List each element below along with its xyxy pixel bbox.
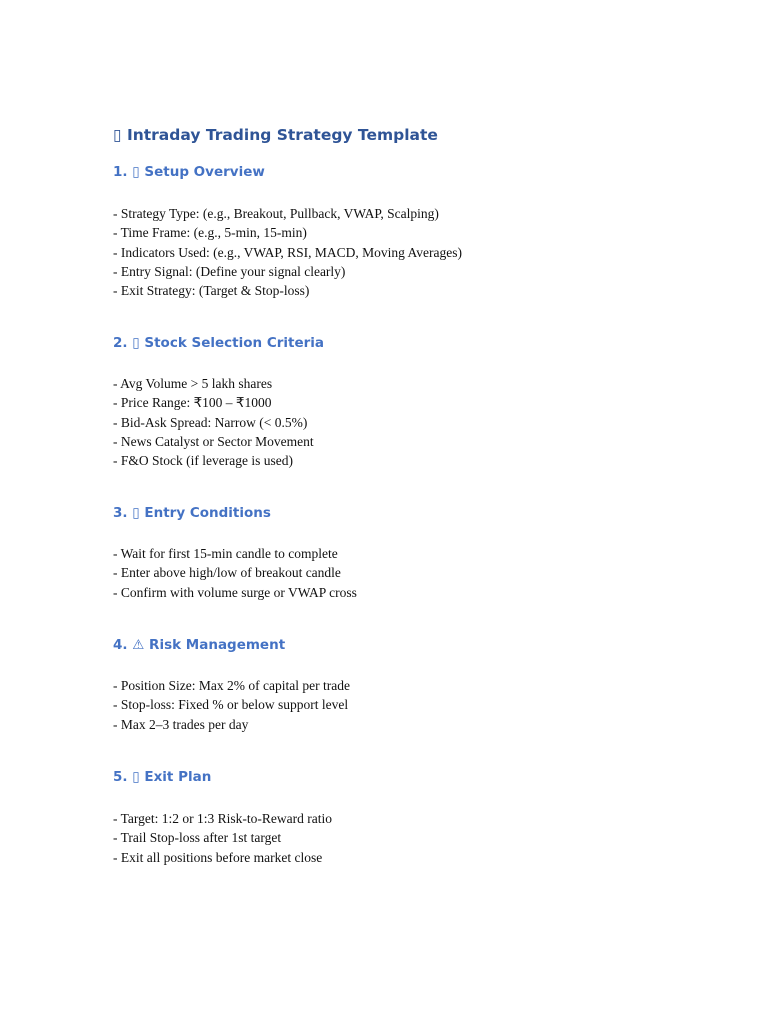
section-heading-text: Stock Selection Criteria: [144, 335, 325, 351]
exit-plan-list: [113, 809, 332, 867]
section-heading-text: Exit Plan: [144, 769, 212, 785]
list-item: - Stop-loss: Fixed % or below support level: [113, 697, 349, 713]
section-heading-risk-management: [113, 635, 285, 655]
list-item: - News Catalyst or Sector Movement: [113, 433, 314, 449]
stock-selection-list: [113, 374, 314, 470]
list-item: - Confirm with volume surge or VWAP cross: [113, 584, 357, 600]
missing-glyph-icon: ▯: [132, 335, 140, 351]
entry-conditions-list: [113, 544, 357, 602]
list-item: - Bid-Ask Spread: Narrow (< 0.5%): [113, 414, 308, 430]
section-number: 4.: [113, 637, 128, 653]
section-heading-text: Entry Conditions: [144, 505, 271, 521]
list-item: - Position Size: Max 2% of capital per trade: [113, 678, 350, 693]
list-item: - Time Frame: (e.g., 5-min, 15-min): [113, 225, 307, 241]
document-body: [113, 124, 673, 865]
section-heading-text: Setup Overview: [144, 164, 265, 180]
list-item: - Trail Stop-loss after 1st target: [113, 830, 282, 846]
list-item: - Entry Signal: (Define your signal clearly): [113, 263, 346, 279]
list-item: - Exit all positions before market close: [113, 849, 323, 865]
list-item: - Strategy Type: (e.g., Breakout, Pullback, VWAP, Scalping): [113, 206, 439, 221]
list-item: - F&O Stock (if leverage is used): [113, 453, 293, 469]
section-heading-text: Risk Management: [149, 637, 286, 653]
list-item: - Price Range: ₹100 – ₹1000: [113, 395, 272, 411]
missing-glyph-icon: ▯: [113, 126, 122, 144]
section-heading-setup-overview: [113, 162, 265, 182]
list-item: - Avg Volume > 5 lakh shares: [113, 376, 273, 391]
section-heading-entry-conditions: [113, 503, 271, 523]
section-heading-stock-selection: [113, 333, 324, 353]
setup-overview-list: [113, 204, 462, 300]
page-title-text: Intraday Trading Strategy Template: [126, 126, 438, 144]
missing-glyph-icon: ▯: [132, 769, 140, 785]
risk-management-list: [113, 676, 350, 734]
warning-icon: ⚠: [132, 637, 145, 653]
page-title: [113, 124, 673, 146]
section-heading-exit-plan: [113, 767, 211, 787]
section-number: 5.: [113, 769, 128, 785]
section-number: 3.: [113, 505, 128, 521]
list-item: - Max 2–3 trades per day: [113, 716, 249, 732]
list-item: - Exit Strategy: (Target & Stop-loss): [113, 283, 310, 299]
section-number: 2.: [113, 335, 128, 351]
missing-glyph-icon: ▯: [132, 505, 140, 521]
missing-glyph-icon: ▯: [132, 164, 140, 180]
list-item: - Target: 1:2 or 1:3 Risk-to-Reward ratio: [113, 811, 333, 826]
list-item: - Enter above high/low of breakout candle: [113, 565, 341, 581]
list-item: - Wait for first 15-min candle to complete: [113, 546, 338, 561]
list-item: - Indicators Used: (e.g., VWAP, RSI, MACD, Moving Averages): [113, 244, 462, 260]
section-number: 1.: [113, 164, 128, 180]
